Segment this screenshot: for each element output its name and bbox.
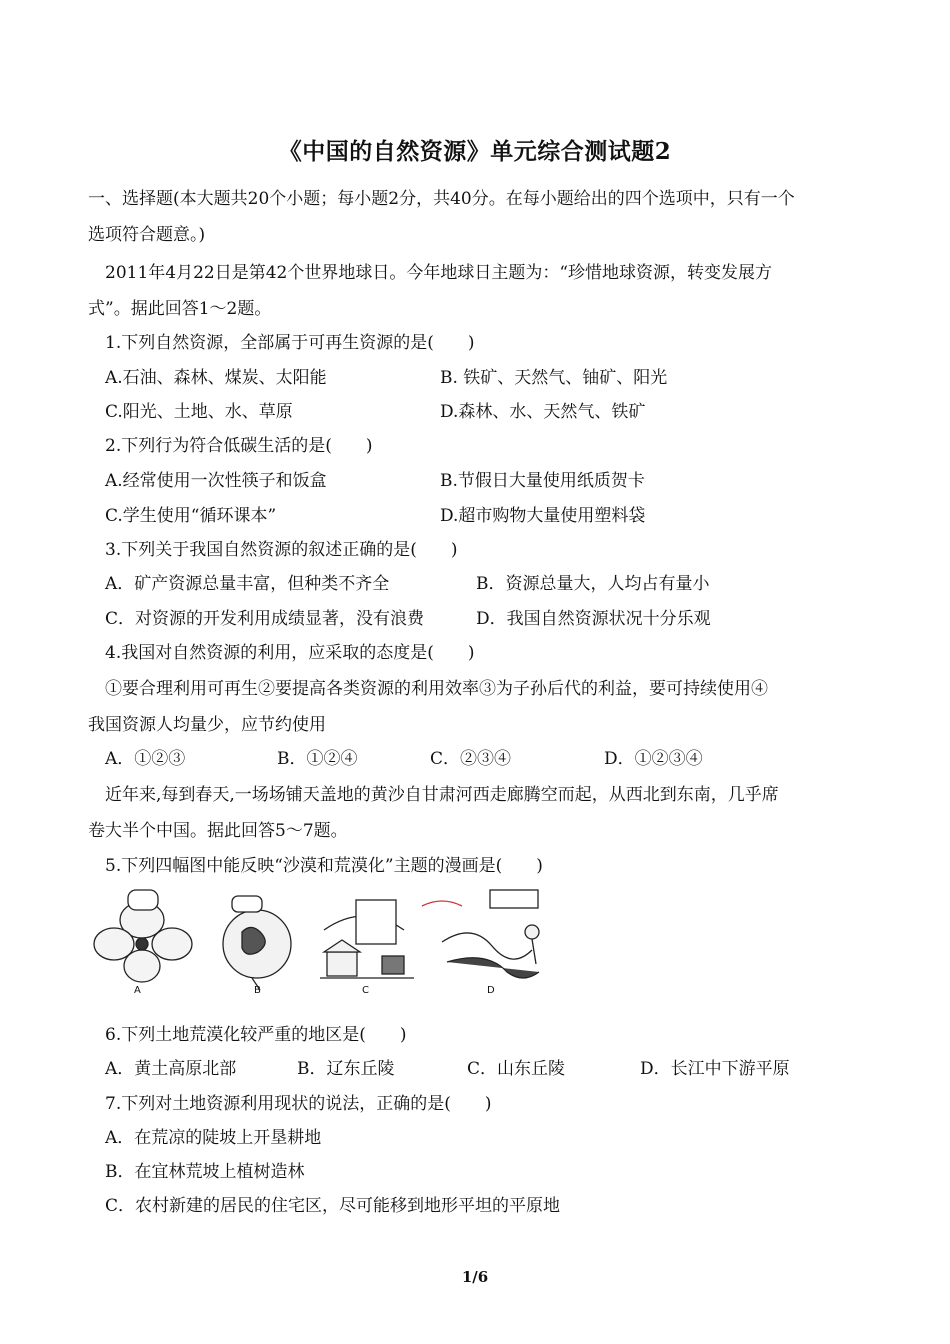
question-4-stem: 4.我国对自然资源的利用，应采取的态度是( ) [105,643,475,663]
cartoon-c-illustration [320,900,414,978]
section-heading: 一、选择题(本大题共20个小题；每小题2分，共40分。在每小题给出的四个选项中，只有一个 [88,189,795,209]
cartoon-d-illustration [422,890,539,978]
question-2-option-d: D.超市购物大量使用塑料袋 [440,506,646,526]
intro-paragraph-2-cont: 卷大半个中国。据此回答5～7题。 [88,821,348,841]
question-3-option-a: A．矿产资源总量丰富，但种类不齐全 [105,574,390,594]
cartoon-b-label: B [254,985,261,996]
question-2-option-b: B.节假日大量使用纸质贺卡 [440,471,645,491]
document-title: 《中国的自然资源》单元综合测试题2 [278,138,672,165]
cartoon-d-label: D [487,985,495,996]
cartoon-figures [92,882,552,1002]
question-7-option-a: A．在荒凉的陡坡上开垦耕地 [105,1128,322,1148]
question-4-text: ①要合理利用可再生②要提高各类资源的利用效率③为子孙后代的利益，要可持续使用④ [105,679,768,699]
question-1-option-b: B. 铁矿、天然气、铀矿、阳光 [440,368,668,388]
intro-paragraph-2: 近年来,每到春天,一场场铺天盖地的黄沙自甘肃河西走廊腾空而起，从西北到东南，几乎席 [105,785,779,805]
page-number: 1/6 [461,1268,489,1286]
question-6-stem: 6.下列土地荒漠化较严重的地区是( ) [105,1025,407,1045]
question-2-option-c: C.学生使用“循环课本” [105,506,277,526]
cartoon-b-illustration [223,896,291,990]
question-6-option-a: A．黄土高原北部 [105,1059,237,1079]
cartoon-a-illustration [94,890,192,982]
question-7-option-b: B．在宜林荒坡上植树造林 [105,1162,305,1182]
intro-paragraph: 2011年4月22日是第42个世界地球日。今年地球日主题为：“珍惜地球资源，转变发展方 [105,263,773,283]
cartoon-c-label: C [362,985,369,996]
question-3-option-b: B．资源总量大，人均占有量小 [476,574,710,594]
cartoon-a-label: A [134,985,141,996]
question-4-option-b: B．①②④ [277,749,358,769]
question-4-option-a: A．①②③ [105,749,186,769]
question-3-option-c: C．对资源的开发利用成绩显著，没有浪费 [105,609,425,629]
question-7-option-c: C．农村新建的居民的住宅区，尽可能移到地形平坦的平原地 [105,1196,561,1216]
intro-paragraph-cont: 式”。据此回答1～2题。 [88,299,272,319]
section-heading-cont: 选项符合题意。) [88,225,206,245]
question-2-option-a: A.经常使用一次性筷子和饭盒 [105,471,327,491]
question-6-option-d: D．长江中下游平原 [640,1059,790,1079]
question-1-option-c: C.阳光、土地、水、草原 [105,402,293,422]
question-4-option-c: C．②③④ [430,749,512,769]
question-1-option-d: D.森林、水、天然气、铁矿 [440,402,646,422]
question-6-option-b: B．辽东丘陵 [297,1059,395,1079]
question-5-stem: 5.下列四幅图中能反映“沙漠和荒漠化”主题的漫画是( ) [105,856,543,876]
question-3-option-d: D．我国自然资源状况十分乐观 [476,609,711,629]
question-1-option-a: A.石油、森林、煤炭、太阳能 [105,368,327,388]
question-6-option-c: C．山东丘陵 [467,1059,566,1079]
question-3-stem: 3.下列关于我国自然资源的叙述正确的是( ) [105,540,458,560]
question-4-text-cont: 我国资源人均量少，应节约使用 [88,715,326,735]
question-4-option-d: D．①②③④ [604,749,703,769]
question-7-stem: 7.下列对土地资源利用现状的说法，正确的是( ) [105,1094,492,1114]
question-1-stem: 1.下列自然资源，全部属于可再生资源的是( ) [105,333,475,353]
question-2-stem: 2.下列行为符合低碳生活的是( ) [105,436,373,456]
